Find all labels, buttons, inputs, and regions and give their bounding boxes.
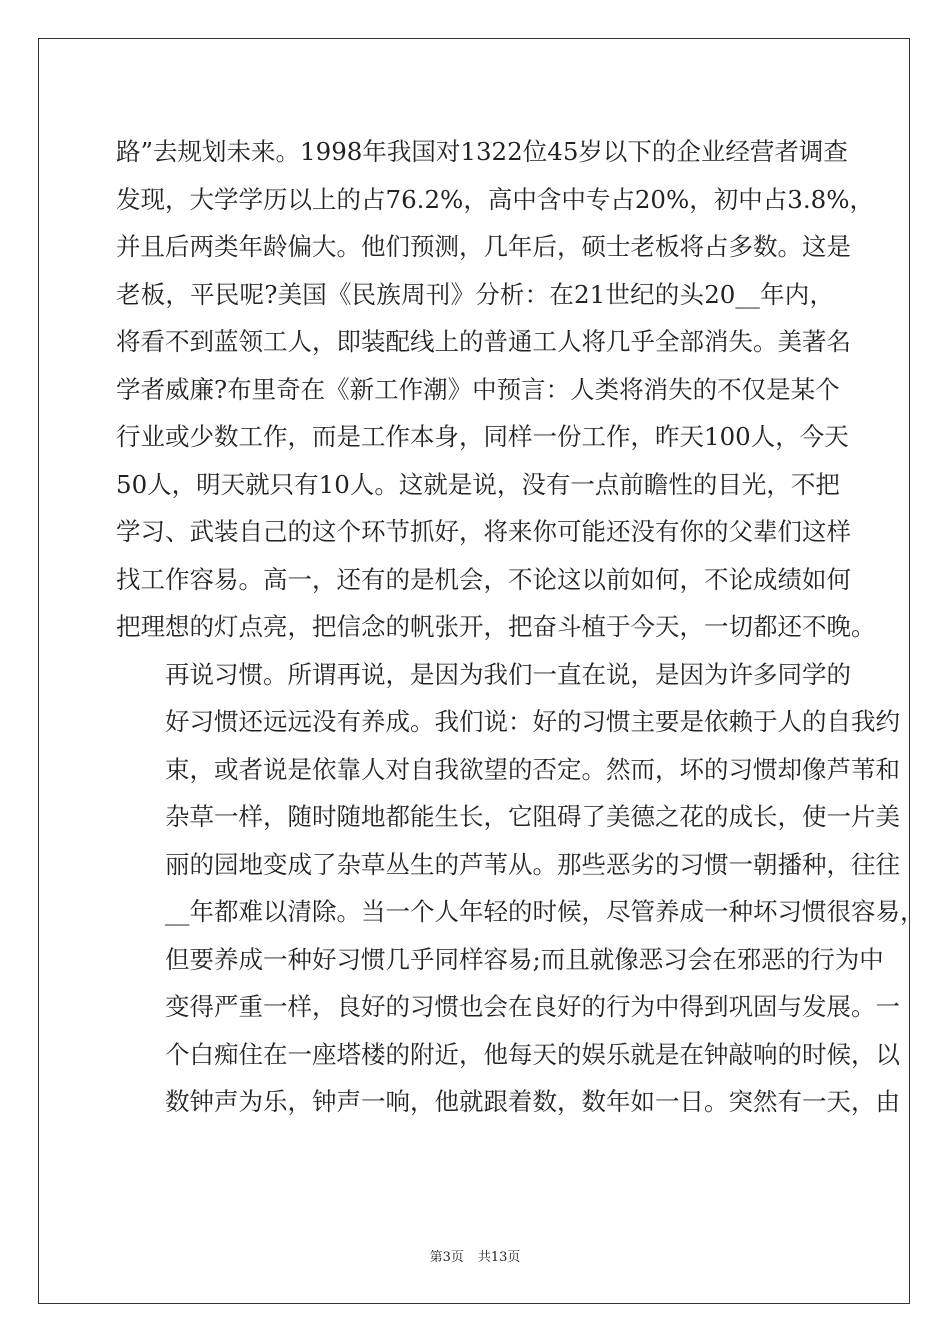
document-body [116,128,925,1126]
text-line: 行业或少数工作，而是工作本身，同样一份工作，昨天100人，今天 [116,422,849,451]
page-total: 共13页 [477,1250,521,1265]
text-line: 50人，明天就只有10人。这就是说，没有一点前瞻性的目光，不把 [116,469,840,499]
text-line: __年都难以清除。当一个人年轻的时候，尽管养成一种坏习惯很容易， [165,897,925,926]
text-line: 把理想的灯点亮，把信念的帆张开，把奋斗植于今天，一切都还不晚。 [116,612,876,641]
text-line: 再说习惯。所谓再说，是因为我们一直在说，是因为许多同学的 [165,659,851,689]
text-line: 束，或者说是依靠人对自我欲望的否定。然而，坏的习惯却像芦苇和 [165,754,900,784]
text-line: 丽的园地变成了杂草丛生的芦苇从。那些恶劣的习惯一朝播种，往往 [165,849,900,879]
text-line: 个白痴住在一座塔楼的附近，他每天的娱乐就是在钟敲响的时候，以 [165,1039,900,1069]
text-line: 老板，平民呢?美国《民族周刊》分析：在21世纪的头20__年内， [116,279,834,309]
text-line: 但要养成一种好习惯几乎同样容易;而且就像恶习会在邪恶的行为中 [165,944,884,974]
text-line: 学者威廉?布里奇在《新工作潮》中预言：人类将消失的不仅是某个 [116,374,840,404]
text-line: 学习、武装自己的这个环节抓好，将来你可能还没有你的父辈们这样 [116,517,851,546]
paragraph-2 [116,651,925,1126]
text-line: 数钟声为乐，钟声一响，他就跟着数，数年如一日。突然有一天，由 [165,1087,900,1116]
text-line: 变得严重一样，良好的习惯也会在良好的行为中得到巩固与发展。一 [165,992,900,1021]
text-line: 找工作容易。高一，还有的是机会，不论这以前如何，不论成绩如何 [116,564,851,594]
text-line: 好习惯还远远没有养成。我们说：好的习惯主要是依赖于人的自我约 [165,707,900,736]
paragraph-1 [116,128,876,651]
text-line: 发现，大学学历以上的占76.2%，高中含中专占20%，初中占3.8%， [116,184,875,214]
page-number: 第3页 [429,1250,464,1265]
text-line: 将看不到蓝领工人，即装配线上的普通工人将几乎全部消失。美著名 [116,327,851,356]
text-line: 并且后两类年龄偏大。他们预测，几年后，硕士老板将占多数。这是 [116,232,851,261]
text-line: 路”去规划未来。1998年我国对1322位45岁以下的企业经营者调查 [116,137,848,166]
page-footer [0,1246,950,1265]
text-line: 杂草一样，随时随地都能生长，它阻碍了美德之花的成长，使一片美 [165,802,900,831]
